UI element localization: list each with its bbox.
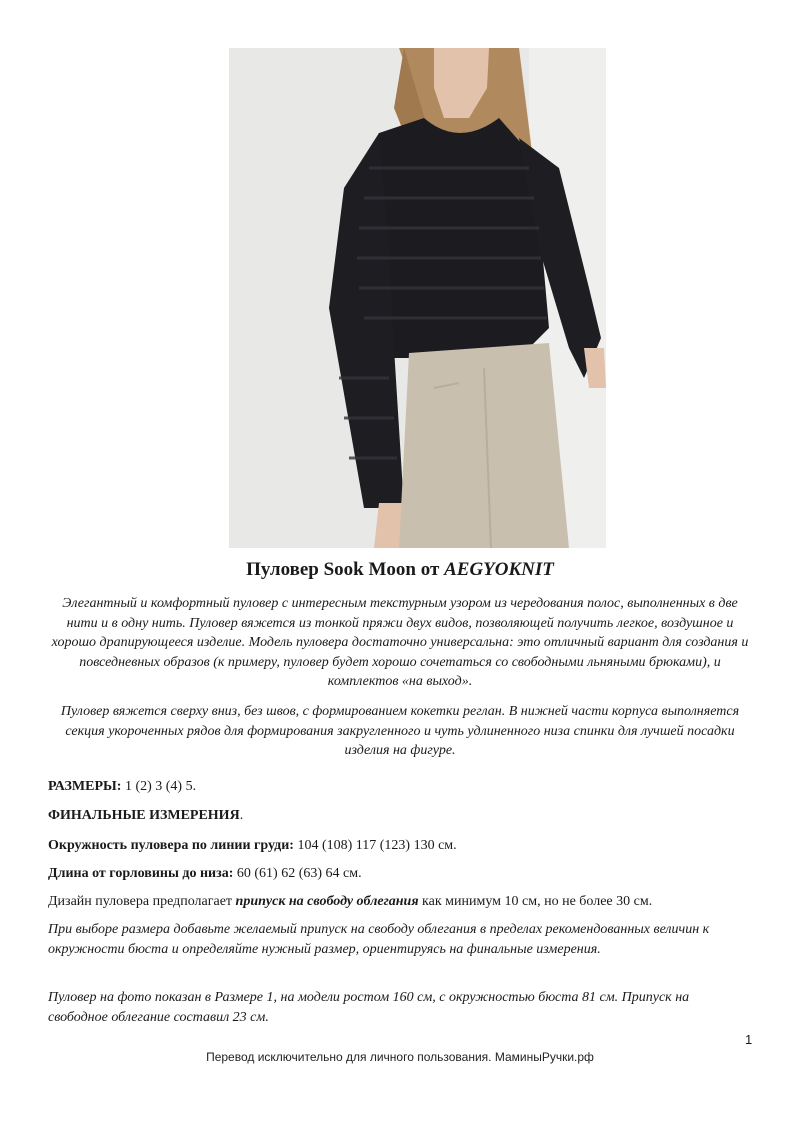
intro-paragraph-1: Элегантный и комфортный пуловер с интересным текстурным узором из чередования полос, выполненных в две нити и в одну нить. Пуловер вяжется из тонкой пряжи двух видов, позволяющей получить легкое, воздушное и хорошо драпирующееся изделие. Модель пуловера достаточно универсальна: это отличный вариант для создания и повседневных образов (к примеру, пуловер будет хорошо сочетаться со свободными льняными брюками), и комплектов «на выход».: [51, 596, 749, 689]
sizes-line: [48, 777, 752, 797]
product-photo: [229, 48, 606, 548]
ease-emphasis: припуск на свободу облегания: [235, 894, 419, 909]
photo-size-note: Пуловер на фото показан в Размере 1, на модели ростом 160 см, с окружностью бюста 81 см. Припуск на свободное облегание составил 23 см.: [48, 990, 690, 1025]
chest-value: 104 (108) 117 (123) 130 см.: [293, 838, 457, 853]
sizes-value: 1 (2) 3 (4) 5.: [121, 779, 197, 794]
final-tail: .: [239, 808, 244, 823]
pattern-title: [0, 559, 800, 581]
length-label: Длина от горловины до низа:: [48, 866, 234, 881]
ease-before: Дизайн пуловера предполагает: [48, 894, 236, 909]
brand-name: AEGYOKNIT: [444, 559, 554, 580]
size-choice-note: При выборе размера добавьте желаемый припуск на свободу облегания в пределах рекомендованных величин к окружности бюста и определяйте нужный размер, ориентируясь на финальные измерения.: [48, 922, 710, 957]
length-value: 60 (61) 62 (63) 64 см.: [233, 866, 362, 881]
sizes-label: РАЗМЕРЫ:: [48, 779, 122, 794]
final-label: ФИНАЛЬНЫЕ ИЗМЕРЕНИЯ: [48, 808, 240, 823]
chest-line: [48, 836, 752, 856]
sweater-model-illustration: [229, 48, 606, 548]
page-number: 1: [745, 1032, 753, 1047]
length-line: [48, 864, 752, 884]
intro-paragraph-2: Пуловер вяжется сверху вниз, без швов, с формированием кокетки реглан. В нижней части корпуса выполняется секция укороченных рядов для формирования закругленного и чуть удлиненного низа спинки для лучшей посадки изделия на фигуре.: [60, 704, 740, 758]
ease-line: [48, 892, 752, 912]
chest-label: Окружность пуловера по линии груди:: [48, 838, 294, 853]
final-measurements-heading: [48, 806, 752, 826]
ease-after: как минимум 10 см, но не более 30 см.: [418, 894, 653, 909]
title-text: Пуловер Sook Moon от: [246, 559, 445, 580]
footer-text: Перевод исключительно для личного пользования. МаминыРучки.рф: [206, 1050, 594, 1064]
